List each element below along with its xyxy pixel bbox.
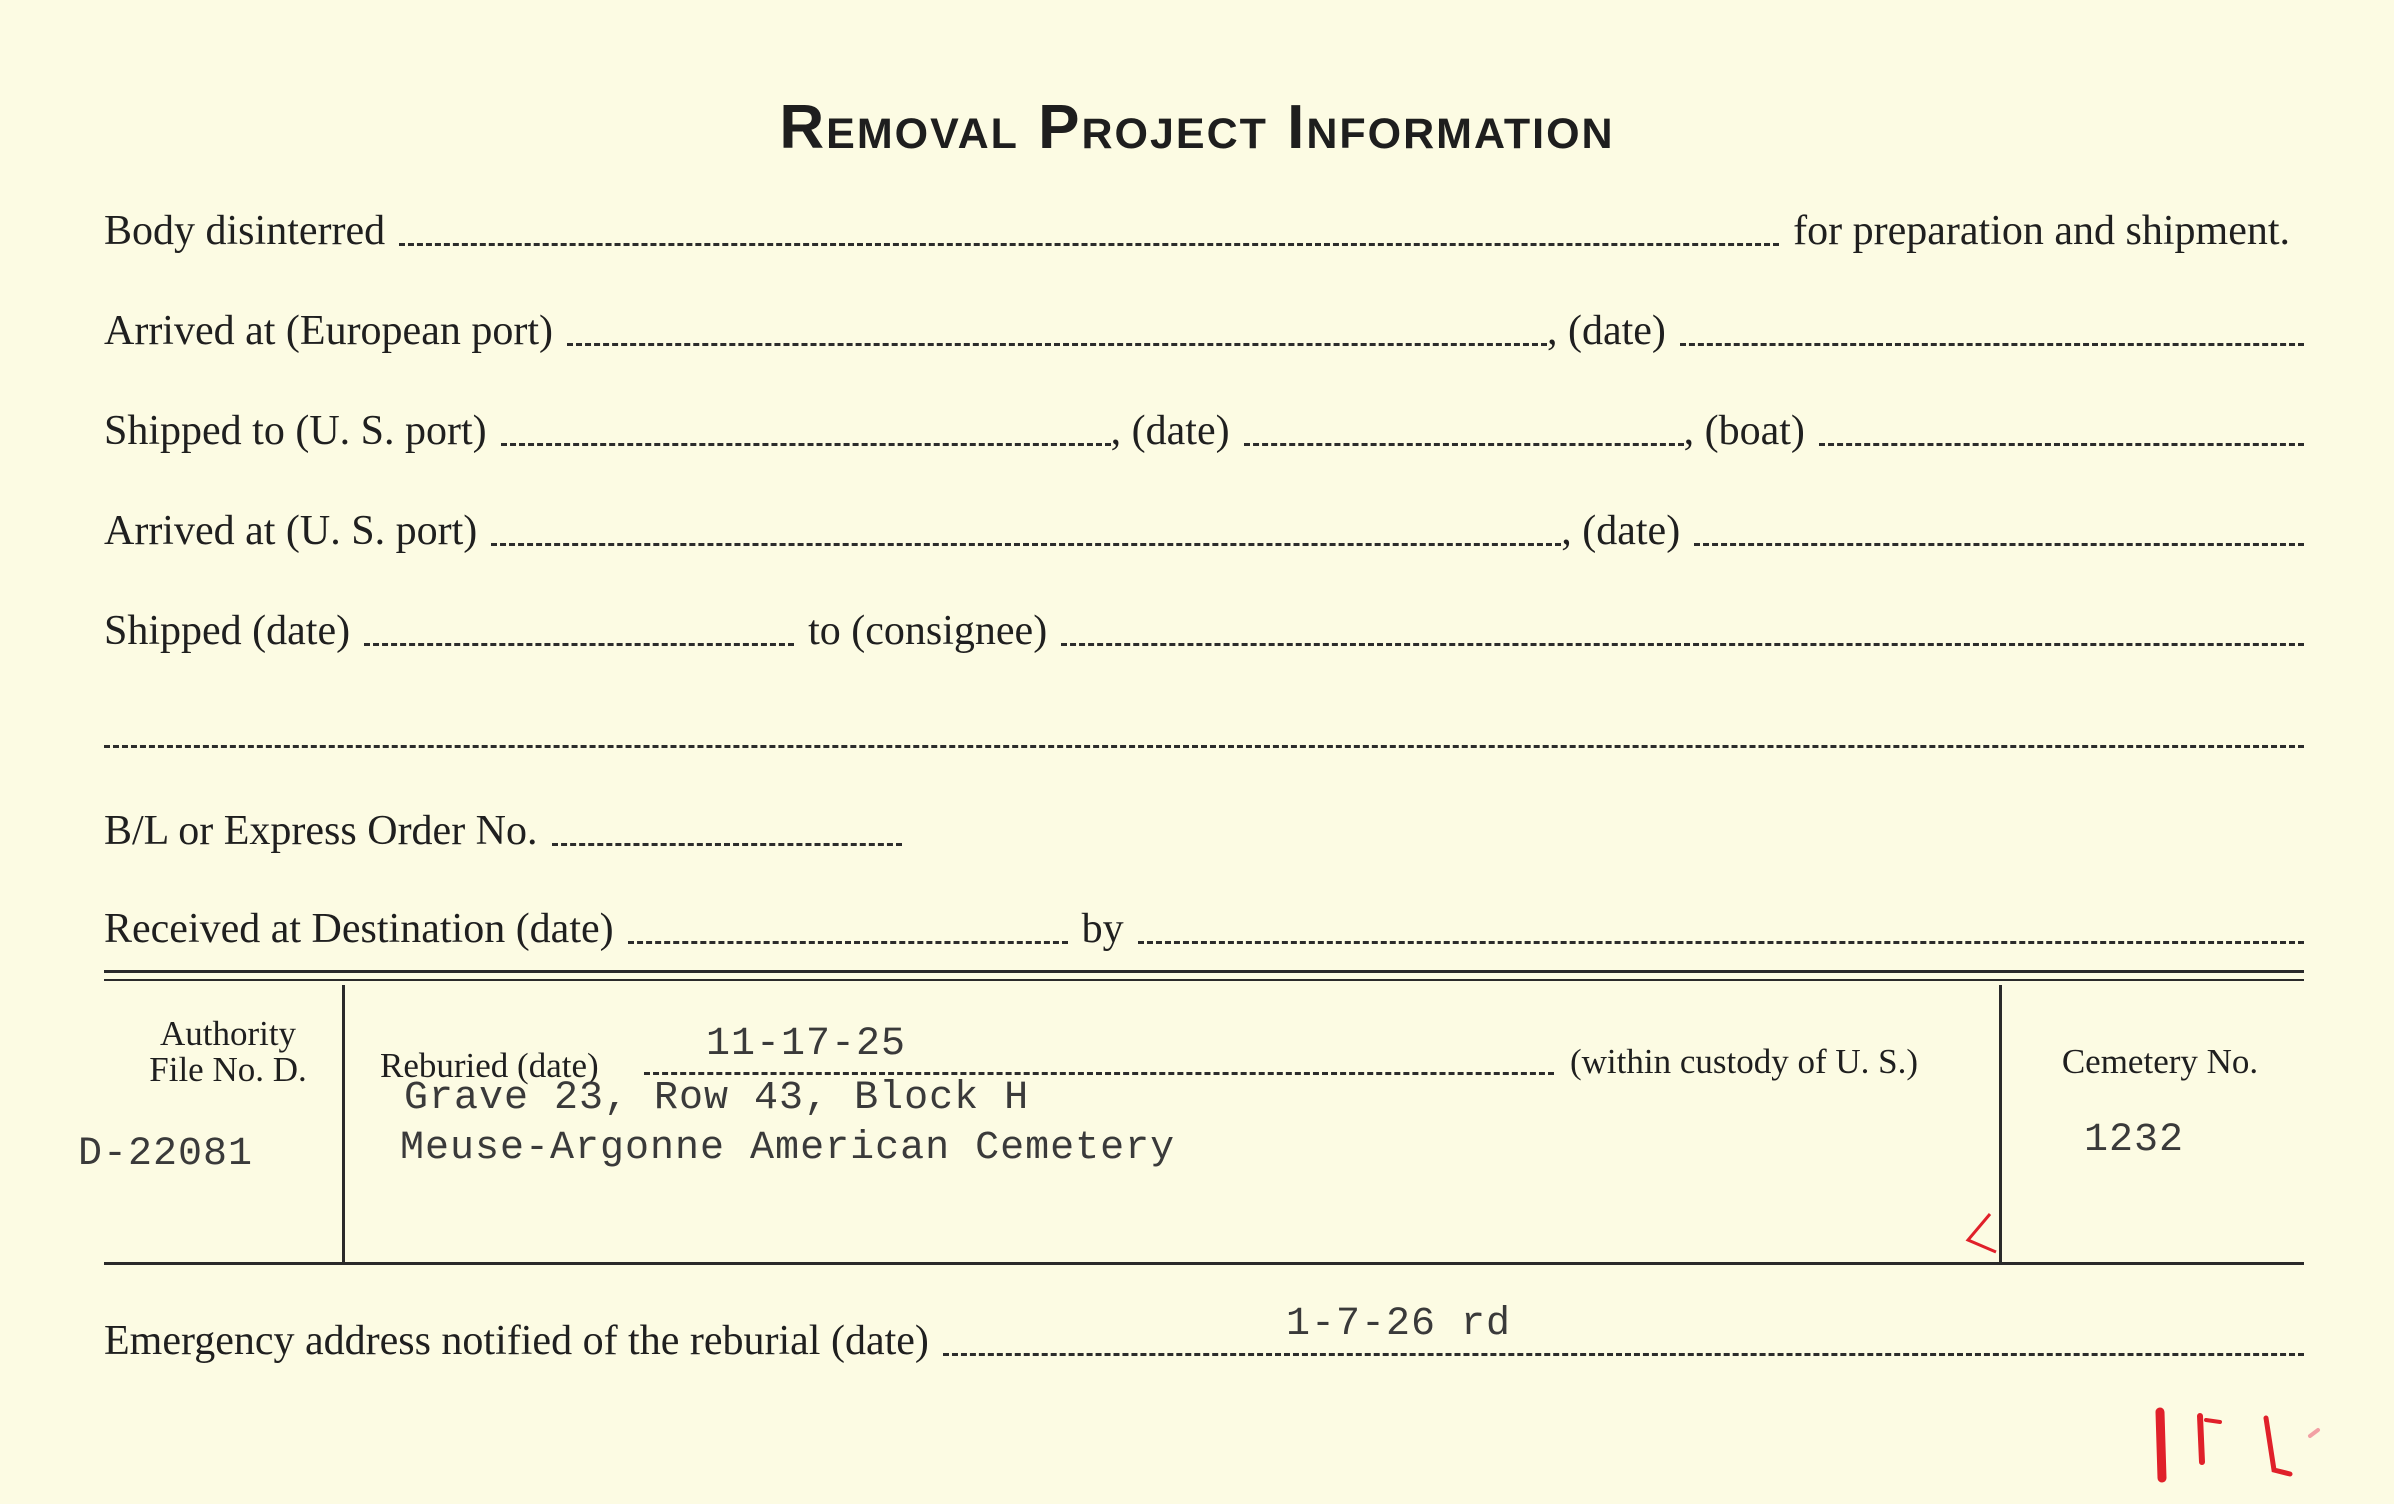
card-title: Removal Project Information: [779, 93, 1615, 162]
received-by-field: [1138, 941, 2304, 944]
emergency-date-field: [943, 1353, 2304, 1356]
shipped-us-date-label: , (date): [1110, 408, 1230, 454]
bl-order-label: B/L or Express Order No.: [104, 808, 538, 854]
emergency-date-value: 1-7-26 rd: [1286, 1302, 1512, 1347]
red-pencil-mark: [2140, 1400, 2350, 1490]
file-no-value: D-22081: [78, 1132, 254, 1177]
box-top-rule-inner: [104, 979, 2304, 981]
shipped-date-field: [364, 643, 794, 646]
european-port-field: [567, 343, 1547, 346]
emergency-address-label: Emergency address notified of the reburial (date): [104, 1318, 929, 1364]
arrived-european-label: Arrived at (European port): [104, 308, 553, 354]
row-emergency-address: [104, 1308, 2304, 1368]
preparation-shipment-label: for preparation and shipment.: [1793, 208, 2290, 254]
arrived-us-date-label: , (date): [1561, 508, 1681, 554]
row-bl-order: [104, 798, 2304, 858]
received-by-label: by: [1081, 906, 1124, 952]
row-arrived-european: [104, 298, 2304, 358]
cemetery-name-line: Meuse-Argonne American Cemetery: [400, 1126, 1176, 1171]
file-no-heading: File No. D.: [149, 1050, 307, 1089]
shipped-us-date-field: [1244, 443, 1684, 446]
boat-label: , (boat): [1683, 408, 1805, 454]
arrived-european-date-field: [1680, 343, 2304, 346]
us-port-field: [501, 443, 1111, 446]
row-arrived-us-port: [104, 498, 2304, 558]
shipped-date-label: Shipped (date): [104, 608, 351, 654]
row-received-destination: [104, 896, 2304, 956]
bl-order-field: [552, 843, 902, 846]
custody-note: (within custody of U. S.): [1570, 1042, 1919, 1081]
reburied-label: Reburied (date): [380, 1046, 599, 1085]
reburied-date-field: [644, 1072, 1554, 1075]
reburied-date-value: 11-17-25: [706, 1022, 907, 1067]
red-check-mark: [1960, 1210, 2000, 1260]
row-shipped-date: [104, 598, 2304, 658]
box-divider-left: [342, 985, 345, 1263]
arrived-us-port-field: [491, 543, 1561, 546]
authority-heading: Authority: [159, 1014, 297, 1053]
body-disinterred-label: Body disinterred: [104, 208, 386, 254]
consignee-label: to (consignee): [808, 608, 1048, 654]
row-shipped-us-port: [104, 398, 2304, 458]
box-bottom-rule: [104, 1262, 2304, 1265]
box-top-rule: [104, 970, 2304, 973]
arrived-us-port-label: Arrived at (U. S. port): [104, 508, 478, 554]
cemetery-no-value: 1232: [2084, 1118, 2185, 1163]
received-destination-label: Received at Destination (date): [104, 906, 614, 952]
arrived-us-date-field: [1694, 543, 2304, 546]
grave-location-line: Grave 23, Row 43, Block H: [404, 1076, 1030, 1121]
row-body-disinterred: [104, 198, 2304, 258]
boat-field: [1819, 443, 2304, 446]
body-disinterred-field: [399, 243, 1779, 246]
row-consignee-continuation: [104, 700, 2304, 760]
consignee-field: [1061, 643, 2304, 646]
cemetery-no-heading: Cemetery No.: [2061, 1042, 2259, 1081]
shipped-us-port-label: Shipped to (U. S. port): [104, 408, 487, 454]
received-date-field: [628, 941, 1068, 944]
consignee-continuation-field: [104, 745, 2304, 748]
arrived-european-date-label: , (date): [1546, 308, 1666, 354]
